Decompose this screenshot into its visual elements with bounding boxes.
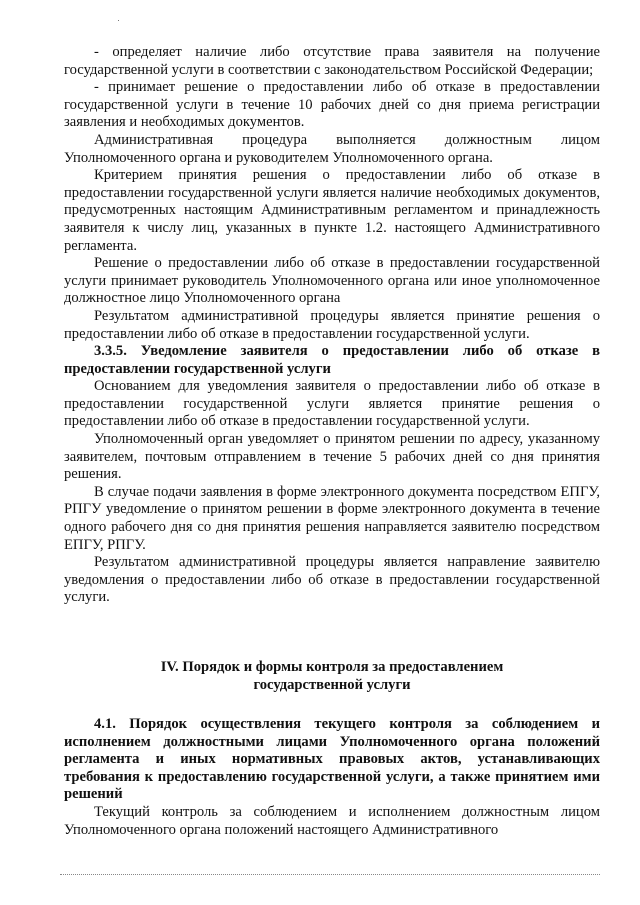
spacer xyxy=(64,607,600,624)
paragraph: В случае подачи заявления в форме электронного документа посредством ЕПГУ, РПГУ уведомление о принятом решении в форме электронного документа в течение одного рабочего дня со дня принятия решения направляется заявителю посредством ЕПГУ, РПГУ. xyxy=(64,483,600,553)
paragraph: Уполномоченный орган уведомляет о принятом решении по адресу, указанному заявителем, почтовым отправлением в течение 5 рабочих дней со дня принятия решения. xyxy=(64,431,600,483)
paragraph: Текущий контроль за соблюдением и исполнением должностным лицом Уполномоченного органа положений настоящего Административного xyxy=(64,803,600,838)
cut-off-text-line xyxy=(60,874,600,876)
paragraph: Решение о предоставлении либо об отказе в предоставлении государственной услуги принимает руководитель Уполномоченного органа или иное уполномоченное должностное лицо Уполномоченного органа xyxy=(64,255,600,307)
subsection-heading: 4.1. Порядок осуществления текущего контроля за соблюдением и исполнением должностными лицами Уполномоченного органа положений регламента и иных нормативных правовых актов, устанавливающих требования к предоставлению государственной услуги, а также принятием ими решений xyxy=(64,716,600,803)
paragraph: Результатом административной процедуры является направление заявителю уведомления о предоставлении либо об отказе в предоставлении государственной услуги. xyxy=(64,554,600,606)
document-body-top xyxy=(64,44,600,607)
paragraph: Основанием для уведомления заявителя о предоставлении либо об отказе в предоставлении государственной услуги является принятие решения о предоставлении либо об отказе в предоставлении государственной услуги. xyxy=(64,378,600,430)
section-heading-line1: IV. Порядок и формы контроля за предоставлением xyxy=(160,659,504,675)
scan-speck xyxy=(118,20,119,21)
paragraph: - принимает решение о предоставлении либо об отказе в предоставлении государственной услуги в течение 10 рабочих дней со дня приема регистрации заявления и необходимых документов. xyxy=(64,79,600,131)
subsection-heading: 3.3.5. Уведомление заявителя о предоставлении либо об отказе в предоставлении государственной услуги xyxy=(64,343,600,377)
document-body-bottom xyxy=(64,716,600,839)
paragraph: Результатом административной процедуры является принятие решения о предоставлении либо об отказе в предоставлении государственной услуги. xyxy=(64,307,600,342)
paragraph: - определяет наличие либо отсутствие права заявителя на получение государственной услуги в соответствии с законодательством Российской Федерации; xyxy=(64,44,600,78)
paragraph: Критерием принятия решения о предоставлении либо об отказе в предоставлении государственной услуги является наличие необходимых документов, предусмотренных настоящим Административным регламентом и принадлежность заявителя к числу лиц, указанных в пункте 1.2. настоящего Административного регламента. xyxy=(64,167,600,254)
section-heading xyxy=(64,658,600,694)
paragraph: Административная процедура выполняется должностным лицом Уполномоченного органа и руководителем Уполномоченного органа. xyxy=(64,131,600,166)
section-heading-line2: государственной услуги xyxy=(253,677,411,693)
